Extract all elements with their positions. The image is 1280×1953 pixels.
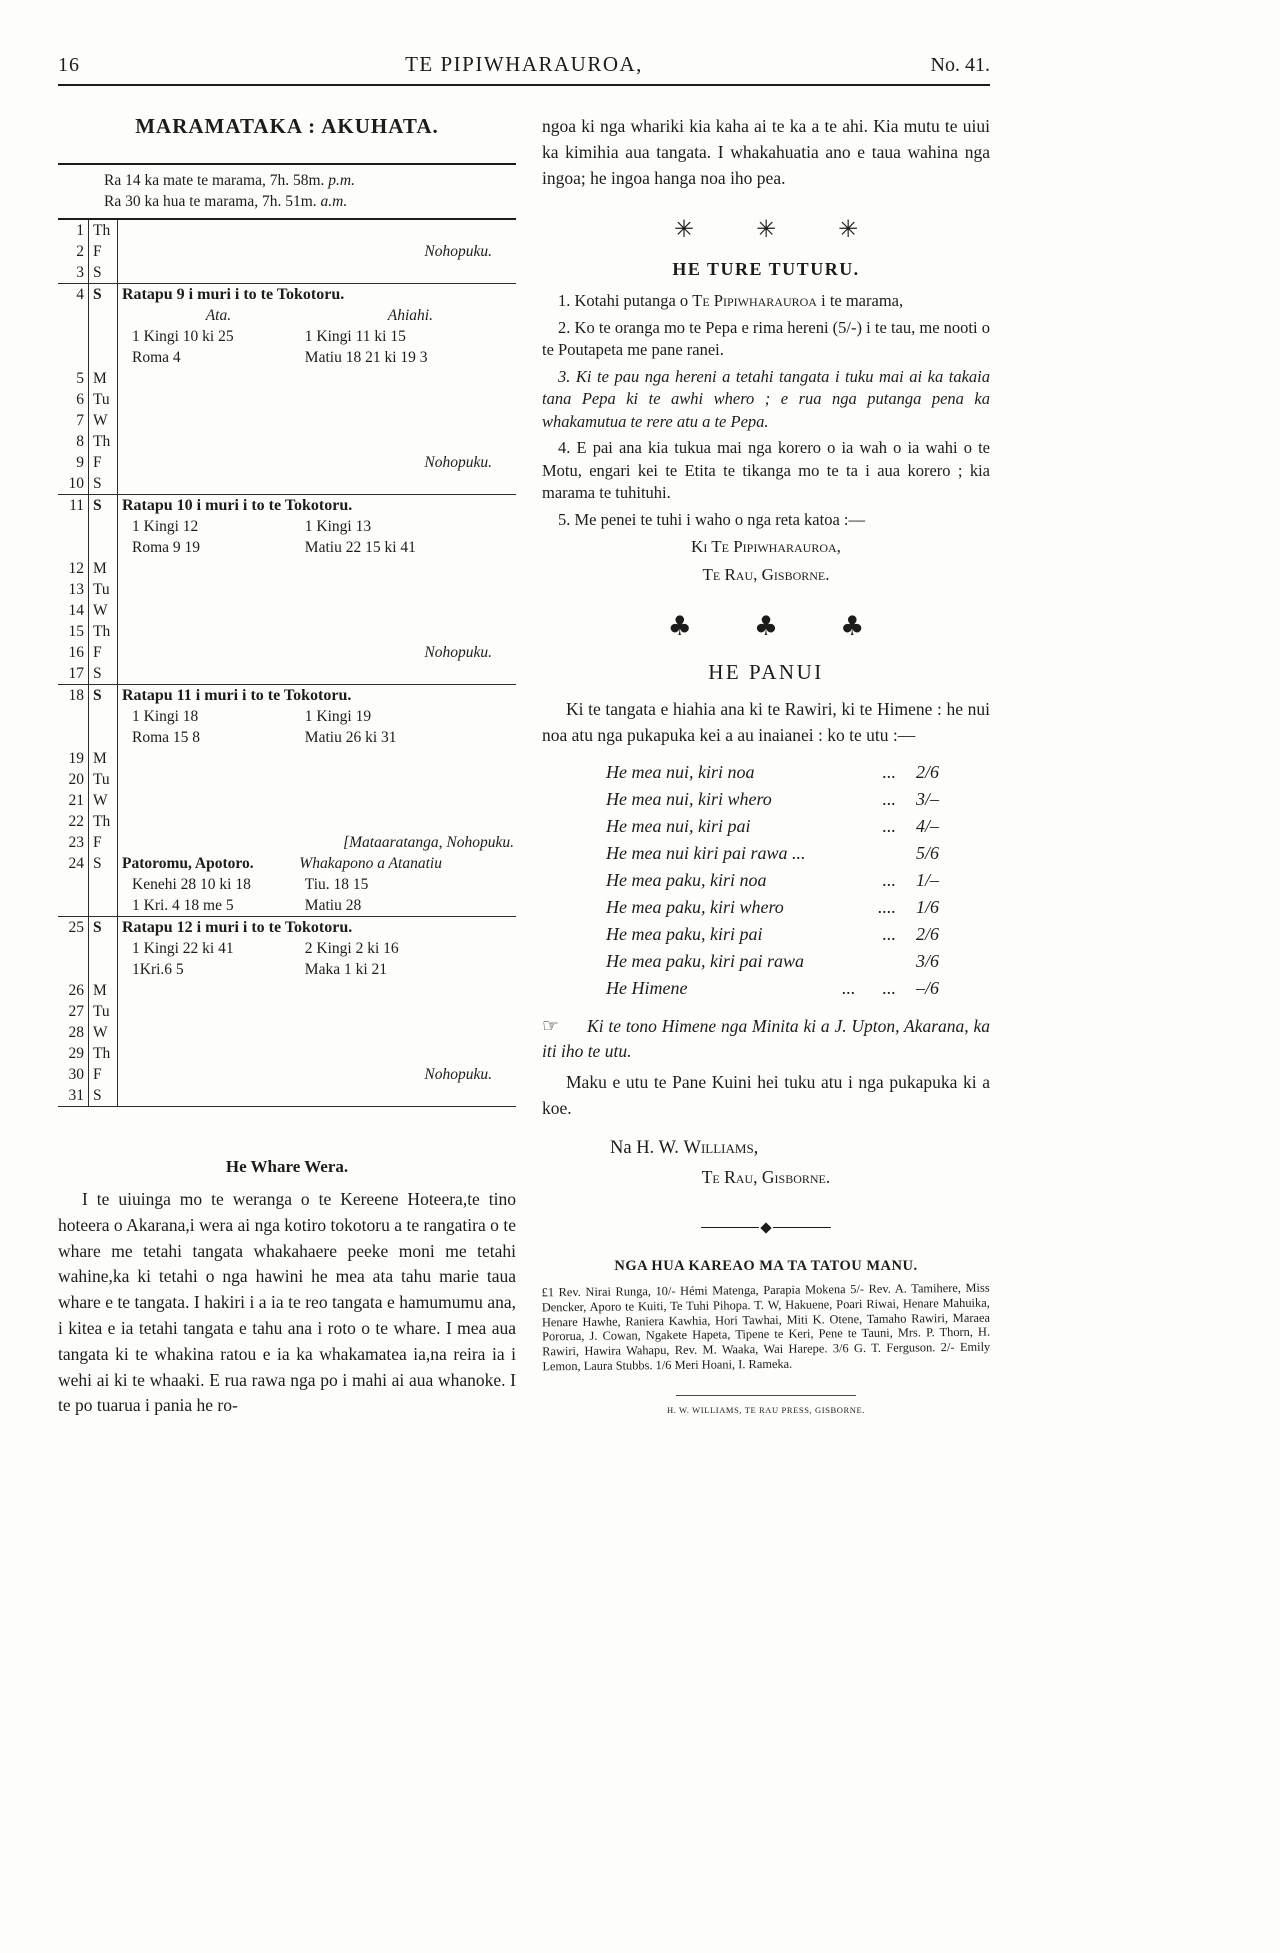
morning-reading: 1Kri.6 5 [132,961,184,978]
day-letter [88,305,118,326]
readings [118,516,516,537]
day-number: 29 [68,1045,84,1062]
rule-number: 2. [558,317,571,337]
calendar-day-row [58,220,516,241]
rule-number: 4. [558,438,571,458]
calendar-week-block [58,494,516,684]
day-number: 6 [76,391,84,408]
day-letter: F [88,642,118,663]
morning-reading: Roma 15 8 [132,729,201,746]
signature-line [610,1138,990,1159]
day-letter [88,537,118,558]
evening-reading: Matiu 26 ki 31 [304,729,397,746]
day-letter [88,874,118,895]
calendar-day-row [58,1043,516,1064]
day-number: 13 [68,581,84,598]
continuation-paragraph: ngoa ki nga whariki kia kaha ai te ka a te ahi. Kia mutu te uiui ka kimihia aua tangata. I whakahuatia ano e taua wahina nga ingoa; he ingoa hanga noa iho pea. [542,116,990,188]
calendar-day-row [58,663,516,684]
day-number [58,326,88,347]
day-letter: Tu [88,579,118,600]
day-letter: M [88,748,118,769]
price-row [606,840,960,867]
day-letter: M [88,368,118,389]
price-value: 3/6 [916,950,940,971]
day-letter: S [88,663,118,684]
calendar-day-row [58,558,516,579]
day-number: 5 [76,370,84,387]
subscriptions-heading: NGA HUA KAREAO MA TA TATOU MANU. [614,1257,918,1274]
moon-line: Ra 14 ka mate te marama, 7h. 58m. p.m. [104,172,355,189]
calendar-day-row [58,642,516,663]
price-leader: ... [882,815,896,836]
day-letter: F [88,241,118,262]
sunday-heading: Ratapu 11 i muri i to te Tokotoru. [122,687,352,704]
evening-reading: 1 Kingi 19 [304,708,372,725]
morning-reading: 1 Kingi 22 ki 41 [132,940,234,957]
day-letter [88,938,118,959]
rule-text: Ko te oranga mo te Pepa e rima hereni (5/-) i te tau, me nooti o te Poutapeta me pane ranei. [542,317,990,360]
calendar-day-row [58,1085,516,1106]
day-letter: Tu [88,389,118,410]
day-letter: S [88,495,118,516]
day-letter: Th [88,811,118,832]
day-letter [88,895,118,916]
price-label: He mea paku, kiri pai rawa [606,950,804,971]
rule-item [542,509,990,532]
readings [118,727,516,748]
imprint-text: H. W. WILLIAMS, TE RAU PRESS, GISBORNE. [666,1405,866,1416]
day-content [118,790,516,811]
price-row [606,759,960,786]
day-number: 20 [68,771,84,788]
price-value: –/6 [916,977,940,998]
club-ornament [542,611,990,642]
feast-name: Patoromu, Apotoro. [122,855,254,872]
day-content [118,980,516,1001]
fast-day-note: Nohopuku. [424,454,492,471]
day-number: 1 [76,222,84,239]
day-content [118,1022,516,1043]
evening-reading: 1 Kingi 13 [304,518,372,535]
calendar-day-row [58,410,516,431]
evening-reading: Matiu 22 15 ki 41 [304,539,416,556]
day-number [58,938,88,959]
morning-reading: 1 Kingi 10 ki 25 [132,328,234,345]
calendar-day-row [58,748,516,769]
day-content [118,558,516,579]
asterisk-icon: ✳ [673,215,694,244]
calendar-reading-row [58,537,516,558]
day-letter: W [88,1022,118,1043]
moon-line: Ra 30 ka hua te marama, 7h. 51m. a.m. [104,193,348,210]
price-label: He mea paku, kiri noa [606,869,767,890]
evening-reading: 1 Kingi 11 ki 15 [304,328,406,345]
postage-note: Maku e utu te Pane Kuini hei tuku atu i nga pukapuka ki a koe. [542,1071,990,1118]
calendar-week-block [58,916,516,1106]
divider-line [773,1227,831,1228]
day-letter: Th [88,431,118,452]
calendar-day-row [58,1064,516,1085]
rule-number: 5. [558,509,571,529]
price-value: 3/– [916,788,940,809]
divider-diamond-icon [760,1222,771,1233]
calendar-title: MARAMATAKA : AKUHATA. [135,114,439,138]
price-row [606,813,960,840]
asterisk-ornament [542,215,990,243]
calendar-reading-row [58,727,516,748]
evening-reading: Tiu. 18 15 [304,876,369,893]
readings [118,347,516,368]
feast-day-row [118,853,516,874]
calendar-day-row [58,1001,516,1022]
day-number: 9 [76,454,84,471]
calendar-day-row [58,790,516,811]
day-number [58,895,88,916]
calendar-day-row [58,1022,516,1043]
day-number: 12 [68,560,84,577]
calendar-day-row [58,495,516,516]
moon-phase-lines [58,165,516,220]
fast-day-note: Nohopuku. [424,1066,492,1083]
day-number [58,347,88,368]
evening-reading: Matiu 28 [304,897,362,914]
club-icon: ♣ [840,611,865,643]
day-letter: W [88,600,118,621]
readings [118,874,516,895]
day-content [118,473,516,494]
day-number [58,706,88,727]
calendar-week-block [58,684,516,916]
price-leader [804,948,916,975]
price-value: 2/6 [916,923,940,944]
readings [118,895,516,916]
day-letter: F [88,832,118,853]
price-label: He mea paku, kiri pai [606,923,763,944]
two-column-layout [58,86,990,1429]
article-heading: He Whare Wera. [225,1157,349,1176]
day-number: 8 [76,433,84,450]
day-number: 31 [68,1087,84,1104]
day-number [58,874,88,895]
rule-text: i te marama, [816,291,904,311]
day-content [118,389,516,410]
calendar-week-block [58,220,516,283]
calendar-subhead-row [58,305,516,326]
day-number: 19 [68,750,84,767]
price-row [606,921,960,948]
day-number: 3 [76,264,84,281]
section-divider [542,1224,990,1232]
day-letter: S [88,473,118,494]
day-content [118,262,516,283]
subscriptions-list: £1 Rev. Nirai Runga, 10/- Hémi Matenga, Parapia Mokena 5/- Rev. A. Tamihere, Miss Dencker, Aporo te Kuiti, Te Tuhi Pihopa. T. W, Hakuene, Poari Riwai, Henare Mahuika, Henare Hawhe, Raniera Kawhia, Hori Tawhai, Miti K. Otene, Tamaho Rawiri, Maraea Pororua, J. Cowan, Ngakete Hapeta, Tipene te Keri, Pene te Tauni, Mrs. P. Thorn, H. Rawiri, Hawira Wahapu, Rev. M. Waaka, Wai Harepe. 3/6 G. T. Ferguson. 2/- Emily Lemon, Laura Stubbs. 1/6 Meri Hoani, I. Rameka. [541,1280,991,1373]
rule-item [542,366,990,434]
day-letter: F [88,452,118,473]
morning-reading: Roma 9 19 [132,539,201,556]
price-label: He mea nui, kiri whero [606,788,772,809]
calendar-day-row [58,685,516,706]
price-leader: ... [882,869,896,890]
reading-subheads [118,305,516,326]
calendar-reading-row [58,874,516,895]
price-leader: ... [882,761,896,782]
evening-reading: Matiu 18 21 ki 19 3 [304,349,428,366]
discount-note-text: Ki te tono Himene nga Minita ki a J. Upton, Akarana, ka iti iho te utu. [542,1015,990,1061]
masthead-title: TE PIPIWHARAUROA, [405,52,643,76]
day-letter [88,959,118,980]
article-body: I te uiuinga mo te weranga o te Kereene Hoteera,te tino hoteera o Akarana,i wera ai nga kotiro tokotoru a te rangatira o te whare me tetahi tangata whakahaere peeke moni me tetahi wahine,ka ki tetahi o nga hawini he mea ata tahu marie taua whare e te tangata. I hakiri i a ia te reo tangata e hamumumu ana, i kitea e ia tetahi tangata e tahu ana i roto o te whare. I mea aua tangata ki te whakina ratou e ia ka whakamatea ia,na reira ia i wehi ai ki te whaaki. E rua rawa nga po i mahi ai aua whanoke. I te po tuarua i pania he ro- [58,1189,516,1416]
morning-reading: Kenehi 28 10 ki 18 [132,876,251,893]
imprint-rule [676,1395,856,1396]
day-number: 30 [68,1066,84,1083]
calendar-day-row [58,431,516,452]
page-header [58,52,990,86]
calendar-reading-row [58,959,516,980]
calendar-table [58,163,516,1107]
readings [118,706,516,727]
calendar-day-row [58,389,516,410]
day-number: 25 [68,919,84,936]
postal-address-line1: Ki Te Pipiwharauroa, [691,537,841,557]
price-leader: .... [878,896,896,917]
asterisk-icon: ✳ [838,215,859,244]
day-number [58,305,88,326]
day-number: 22 [68,813,84,830]
day-content [118,1043,516,1064]
calendar-day-row [58,621,516,642]
sunday-heading: Ratapu 10 i muri i to te Tokotoru. [122,497,353,514]
day-letter [88,516,118,537]
asterisk-icon: ✳ [755,215,777,244]
rule-item [542,317,990,362]
day-number: 14 [68,602,84,619]
day-letter: S [88,685,118,706]
day-letter [88,706,118,727]
rule-item [542,290,990,313]
calendar-day-row [58,811,516,832]
day-number: 2 [76,243,84,260]
day-content [118,811,516,832]
day-content [118,220,516,241]
day-number: 26 [68,982,84,999]
price-label: He mea paku, kiri whero [606,896,784,917]
price-value: 2/6 [916,761,940,782]
day-number: 4 [76,286,84,303]
calendar-day-row [58,284,516,305]
calendar-day-row [58,262,516,283]
price-value: 4/– [916,815,940,836]
calendar-reading-row [58,938,516,959]
price-list [606,759,960,1002]
notice-heading: HE PANUI [708,660,824,685]
signature-prefix: Na H. W. [610,1137,684,1158]
calendar-day-row [58,917,516,938]
day-letter: M [88,558,118,579]
price-label: He mea nui kiri pai rawa ... [606,842,806,863]
vigil-note: [Mataaratanga, Nohopuku. [343,834,514,851]
left-column [58,86,516,1429]
calendar-reading-row [58,895,516,916]
rule-item [542,437,990,505]
rule-number: 3. [558,366,571,386]
issue-number: No. 41. [930,54,990,76]
day-letter: Tu [88,769,118,790]
day-letter: W [88,790,118,811]
club-icon: ♣ [753,611,779,643]
signature-name: Williams, [683,1137,759,1158]
day-number: 10 [68,475,84,492]
price-row [606,867,960,894]
rule-number: 1. [558,291,571,311]
club-icon: ♣ [667,611,692,643]
day-number: 21 [68,792,84,809]
rule-text: Kotahi putanga o [574,291,693,311]
price-value: 1/6 [916,896,940,917]
morning-label: Ata. [205,307,232,324]
calendar-day-row [58,832,516,853]
price-label: He Himene [606,977,688,998]
day-content [118,600,516,621]
price-leader [806,840,917,867]
day-letter: Th [88,621,118,642]
calendar-day-row [58,241,516,262]
rule-text: Ki te pau nga hereni a tetahi tangata i tuku mai ai ka takaia tana Pepa ki te awhi whero ; e rua nga putanga pena ka whakamutua te rere atu a te Pepa. [542,366,990,431]
evening-label: Ahiahi. [387,307,433,324]
calendar-day-row [58,769,516,790]
discount-note [542,1014,990,1064]
calendar-reading-row [58,347,516,368]
notice-intro: Ki te tangata e hiahia ana ki te Rawiri, ki te Himene : he nui noa atu nga pukapuka kei a au inaianei : ko te utu :— [542,699,990,746]
rule-text: E pai ana kia tukua mai nga korero o ia wah o ia wahi o te Motu, engari kei te Etita te tikanga mo te ta i aua korero ; kia marama te tuhituhi. [542,438,990,503]
day-number: 23 [68,834,84,851]
printer-imprint [542,1395,990,1418]
price-label: He mea nui, kiri pai [606,815,751,836]
day-number: 15 [68,623,84,640]
day-content [118,769,516,790]
fast-day-note: Nohopuku. [424,644,492,661]
readings [118,537,516,558]
postal-address-line2: Te Rau, Gisborne. [702,565,830,585]
day-content [118,431,516,452]
day-letter [88,326,118,347]
day-content [118,1001,516,1022]
calendar-reading-row [58,326,516,347]
morning-reading: Roma 4 [132,349,181,366]
day-content [118,410,516,431]
readings [118,938,516,959]
day-number: 17 [68,665,84,682]
day-letter: Th [88,1043,118,1064]
day-letter: S [88,1085,118,1106]
right-column [542,86,990,1429]
creed-note: Whakapono a Atanatiu [299,855,442,872]
price-value: 1/– [916,869,940,890]
pointing-hand-icon: ☞ [542,1014,560,1037]
calendar-day-row [58,452,516,473]
day-content [118,663,516,684]
sunday-heading: Ratapu 9 i muri i to te Tokotoru. [122,286,345,303]
calendar-reading-row [58,516,516,537]
readings [118,959,516,980]
price-leader: ... [882,923,896,944]
calendar-day-row [58,600,516,621]
day-letter: M [88,980,118,1001]
day-number: 16 [68,644,84,661]
day-number: 7 [76,412,84,429]
morning-reading: 1 Kri. 4 18 me 5 [132,897,234,914]
signature-place: Te Rau, Gisborne. [701,1166,831,1187]
divider-line [701,1227,759,1228]
readings [118,326,516,347]
fast-day-note: Nohopuku. [424,243,492,260]
calendar-day-row [58,980,516,1001]
evening-reading: Maka 1 ki 21 [304,961,388,978]
day-letter [88,347,118,368]
sunday-heading: Ratapu 12 i muri i to te Tokotoru. [122,919,353,936]
day-number [58,959,88,980]
page-number: 16 [58,54,80,76]
day-letter: S [88,262,118,283]
price-leader: ... [882,788,896,809]
day-content [118,748,516,769]
rule-text: Me penei te tuhi i waho o nga reta katoa :— [574,509,865,529]
price-leader: ... ... [842,977,896,998]
day-number: 28 [68,1024,84,1041]
day-letter: S [88,917,118,938]
morning-reading: 1 Kingi 18 [132,708,199,725]
price-value: 5/6 [916,842,940,863]
calendar-day-row [58,579,516,600]
day-content [118,579,516,600]
day-number [58,516,88,537]
rules-heading: HE TURE TUTURU. [672,259,860,280]
calendar-week-block [58,283,516,494]
day-letter: Th [88,220,118,241]
day-number: 18 [68,687,84,704]
day-letter: S [88,284,118,305]
day-number [58,727,88,748]
day-letter: F [88,1064,118,1085]
day-letter: W [88,410,118,431]
day-content [118,1085,516,1106]
price-row [606,786,960,813]
calendar-reading-row [58,706,516,727]
price-row [606,894,960,921]
calendar-day-row [58,368,516,389]
paper-name: Te Pipiwharauroa [692,291,817,311]
day-number [58,537,88,558]
price-row [606,975,960,1002]
day-content [118,368,516,389]
calendar-day-row [58,853,516,874]
day-number: 27 [68,1003,84,1020]
calendar-day-row [58,473,516,494]
price-label: He mea nui, kiri noa [606,761,755,782]
morning-reading: 1 Kingi 12 [132,518,199,535]
day-letter [88,727,118,748]
day-letter: S [88,853,118,874]
day-content [118,621,516,642]
evening-reading: 2 Kingi 2 ki 16 [304,940,399,957]
day-number: 24 [68,855,84,872]
day-letter: Tu [88,1001,118,1022]
price-row [606,948,960,975]
day-number: 11 [69,497,84,514]
